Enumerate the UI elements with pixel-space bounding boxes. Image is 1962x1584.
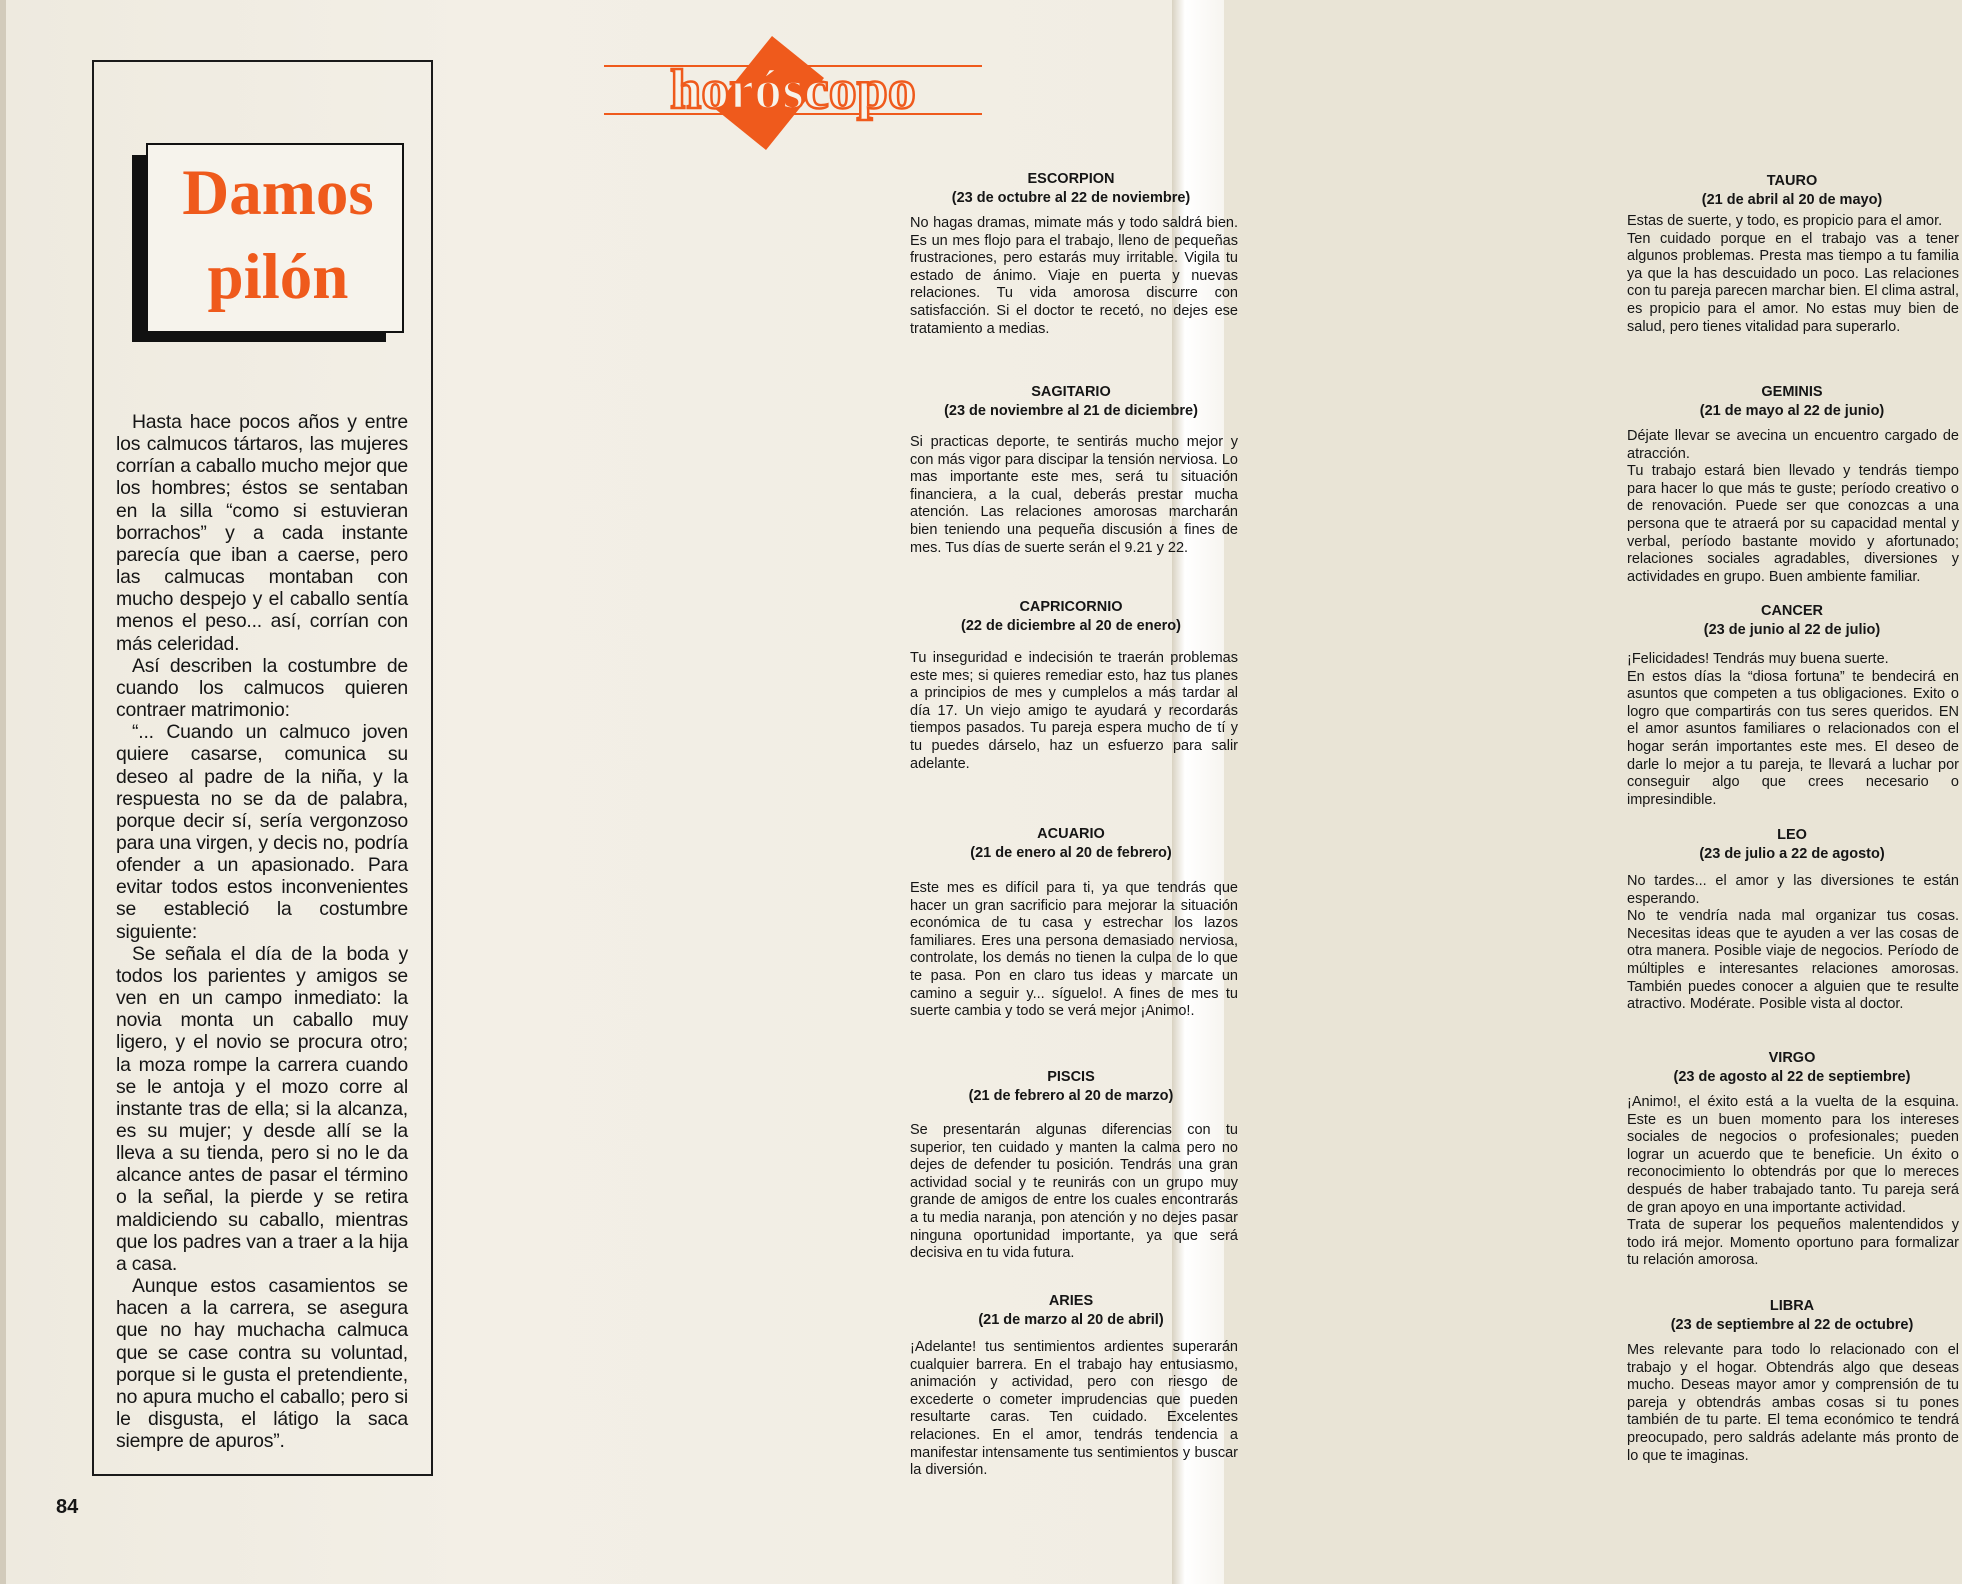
article-paragraph: Hasta hace pocos años y entre los calmucos tártaros, las mujeres corrían a caballo mucho mejor que los hombres; éstos se sentaban en la silla “como si estuvieran borrachos” y a cada instante parecía que iban a caerse, pero las calmucas montaban con mucho despejo y el caballo sentía menos el peso... así, corrían con más celeridad. (116, 411, 408, 655)
sign-name: SAGITARIO (1031, 384, 1111, 400)
article-title (148, 151, 402, 319)
horoscopo-logo (604, 34, 982, 152)
sign-dates: (21 de febrero al 20 de marzo) (968, 1088, 1174, 1104)
sign-paragraph: Este mes es difícil para ti, ya que tendrás que hacer un gran sacrificio para mejorar la situación económica de tu casa y estrechar los lazos familiares. Eres una persona demasiado nerviosa, controlate, los demás no tienen la culpa de lo que te pasa. Pon en claro tus ideas y marcate un camino a seguir y... síguelo!. A fines de mes tu suerte cambia y todo se verá mejor ¡Animo!. (910, 880, 1238, 1020)
sign-paragraph: Déjate llevar se avecina un encuentro cargado de atracción. (1627, 428, 1959, 462)
title-box (146, 143, 404, 333)
sign-text-tauro (1627, 213, 1959, 336)
sign-text-geminis (1627, 428, 1959, 586)
sign-name: ACUARIO (1037, 826, 1105, 842)
sign-paragraph: Trata de superar los pequeños malentendidos y todo irá mejor. Momento oportuno para formalizar tu relación amorosa. (1627, 1217, 1959, 1269)
sign-paragraph: Ten cuidado porque en el trabajo vas a tener algunos problemas. Presta mas tiempo a tu familia ya que la has descuidado un poco. Las relaciones con tu pareja parecen marchar bien. El clima astral, es propicio para el amor. No estas muy bien de salud, pero tienes vitalidad para superarlo. (1627, 230, 1959, 335)
sign-heading-piscis (904, 1068, 1238, 1106)
sign-paragraph: Se presentarán algunas diferencias con tu superior, ten cuidado y manten la calma pero no dejes de defender tu posición. Tendrás una gran actividad social y te reunirás con un grupo muy grande de amigos de entre los cuales encontrarás a tu media naranja, pon atención y no dejes pasar ninguna oportunidad importante, ya que será decisiva en tu vida futura. (910, 1122, 1238, 1262)
sign-dates: (23 de septiembre al 22 de octubre) (1670, 1317, 1914, 1333)
sign-heading-geminis (1622, 383, 1962, 421)
article-paragraph: “... Cuando un calmuco joven quiere casarse, comunica su deseo al padre de la niña, y la respuesta no se da de palabra, porque decir sí, sería vergonzoso para una virgen, y decis no, podría ofender a un apasionado. Para evitar todos estos inconvenientes se estableció la costumbre siguiente: (116, 721, 408, 943)
sign-text-cancer (1627, 651, 1959, 809)
article-body (116, 411, 408, 1452)
sign-text-acuario (910, 880, 1238, 1021)
sign-name: ARIES (1048, 1293, 1094, 1309)
sign-heading-tauro (1622, 172, 1962, 210)
sign-name: CANCER (1760, 603, 1824, 619)
sign-heading-acuario (904, 825, 1238, 863)
sign-text-virgo (1627, 1094, 1959, 1270)
page-left-edge (0, 0, 6, 1584)
sign-name: LIBRA (1769, 1298, 1815, 1314)
sign-text-piscis (910, 1122, 1238, 1263)
logo-text: horóscopo (670, 59, 916, 121)
sign-paragraph: Si practicas deporte, te sentirás mucho mejor y con más vigor para discipar la tensión nerviosa. Lo mas importante este mes, será tu situación financiera, a la cual, deberás prestar mucha atención. Las relaciones amorosas marcharán bien teniendo una pequeña discusión a fines de mes. Tus días de suerte serán el 9.21 y 22. (910, 434, 1238, 556)
sign-text-libra (1627, 1342, 1959, 1465)
sign-paragraph: Estas de suerte, y todo, es propicio para el amor. (1627, 213, 1943, 229)
sign-heading-virgo (1622, 1049, 1962, 1087)
sign-text-escorpion (910, 215, 1238, 338)
sign-name: LEO (1777, 827, 1807, 843)
sign-dates: (23 de julio a 22 de agosto) (1699, 846, 1885, 862)
article-paragraph: Aunque estos casamientos se hacen a la carrera, se asegura que no hay muchacha calmuca que se case contra su voluntad, porque si le gusta el pretendiente, no apura mucho el caballo; pero si le disgusta, el látigo la saca siempre de apuros”. (116, 1275, 408, 1453)
sign-dates: (21 de enero al 20 de febrero) (970, 845, 1172, 861)
sign-paragraph: ¡Adelante! tus sentimientos ardientes superarán cualquier barrera. En el trabajo hay entusiasmo, animación y actividad, pero con riesgo de excederte o cometer imprudencias que pueden resultarte caras. Ten cuidado. Excelentes relaciones. En el amor, tendrás tendencia a manifestar intensamente tus sentimientos y buscar la diversión. (910, 1339, 1238, 1479)
sign-paragraph: No te vendría nada mal organizar tus cosas. Necesitas ideas que te ayuden a ver las cosas de otra manera. Posible viaje de negocios. Período de múltiples e interesantes relaciones amorosas. También puedes conocer a alguien que te resulte atractivo. Modérate. Posible vista al doctor. (1627, 908, 1959, 1013)
sign-text-sagitario (910, 434, 1238, 557)
sign-text-leo (1627, 873, 1959, 1014)
sign-text-aries (910, 1339, 1238, 1480)
sign-name: PISCIS (1047, 1069, 1095, 1085)
sign-dates: (22 de diciembre al 20 de enero) (960, 618, 1181, 634)
sign-dates: (23 de noviembre al 21 de diciembre) (944, 403, 1198, 419)
sign-heading-capricornio (904, 598, 1238, 636)
sign-dates: (21 de abril al 20 de mayo) (1701, 192, 1883, 208)
sign-paragraph: Tu inseguridad e indecisión te traerán problemas este mes; si quieres remediar esto, haz tus planes a principios de mes y cumplelos a más tardar al día 17. Un viejo amigo te ayudará y recordarás tiempos pasados. Tu pareja espera mucho de tí y tu puedes dárselo, haz un esfuerzo para salir adelante. (910, 650, 1238, 772)
sign-dates: (21 de marzo al 20 de abril) (978, 1312, 1164, 1328)
article-title-line2: pilón (207, 241, 349, 313)
sign-heading-libra (1622, 1297, 1962, 1335)
article-paragraph: Así describen la costumbre de cuando los calmucos quieren contraer matrimonio: (116, 654, 408, 722)
sign-heading-sagitario (904, 383, 1238, 421)
sign-heading-escorpion (904, 170, 1238, 208)
sign-paragraph: Mes relevante para todo lo relacionado con el trabajo y el hogar. Obtendrás algo que deseas mucho. Deseas mayor amor y comprensión de tu pareja y obtendrás ambas cosas si tu pones también de tu parte. El tema económico te tendrá preocupado, pero saldrás adelante más pronto de lo que te imaginas. (1627, 1342, 1959, 1464)
page-number: 84 (56, 1496, 79, 1518)
article-paragraph: Se señala el día de la boda y todos los parientes y amigos se ven en un campo inmediato: la novia monta un caballo muy ligero, y el novio se procura otro; la moza rompe la carrera cuando se le antoja y el mozo corre al instante tras de ella; si la alcanza, es su mujer; y desde allí se la lleva a su tienda, pero si no le da alcance antes de pasar el término o la señal, la pierde y se retira maldiciendo su caballo, mientras que los padres van a traer a la hija a casa. (116, 942, 408, 1275)
article-title-line1: Damos (182, 157, 374, 229)
sign-paragraph: ¡Felicidades! Tendrás muy buena suerte. (1627, 651, 1889, 667)
sign-name: TAURO (1766, 173, 1818, 189)
sign-text-capricornio (910, 650, 1238, 773)
sign-dates: (23 de junio al 22 de julio) (1703, 622, 1881, 638)
sign-heading-aries (904, 1292, 1238, 1330)
sign-dates: (23 de octubre al 22 de noviembre) (951, 190, 1191, 206)
sign-dates: (23 de agosto al 22 de septiembre) (1673, 1069, 1911, 1085)
sign-name: ESCORPION (1027, 171, 1115, 187)
sign-paragraph: Tu trabajo estará bien llevado y tendrás tiempo para hacer lo que más te guste; período creativo o de renovación. Puede ser que conozcas a una persona que te atraerá por su capacidad mental y verbal, período bastante movido y afortunado; relaciones sociales agradables, diversiones y actividades en grupo. Buen ambiente familiar. (1627, 463, 1959, 585)
sign-dates: (21 de mayo al 22 de junio) (1699, 403, 1885, 419)
sign-paragraph: En estos días la “diosa fortuna” te bendecirá en asuntos que competen a tus obligaciones. Exito o logro que compartirás con tus seres queridos. EN el amor asuntos familiares o relacionados con el hogar serán importantes este mes. El deseo de darle lo mejor a tu pareja, te llevará a luchar por conseguir algo que crees necesario o impresindible. (1627, 668, 1959, 808)
sign-heading-leo (1622, 826, 1962, 864)
sign-paragraph: ¡Animo!, el éxito está a la vuelta de la esquina. Este es un buen momento para los intereses sociales de negocios o profesionales; pueden lograr un acuerdo que te beneficie. Un éxito o reconocimiento lo obtendrás por que lo mereces después de haber trabajado tanto. Tu pareja será de gran apoyo en una importante actividad. (1627, 1094, 1959, 1216)
sign-paragraph: No hagas dramas, mimate más y todo saldrá bien. Es un mes flojo para el trabajo, lleno de pequeñas frustraciones, pero estarás muy irritable. Vigila tu estado de ánimo. Viaje en puerta y nuevas relaciones. Tu vida amorosa discurre con satisfacción. Si el doctor te recetó, no dejes ese tratamiento a medias. (910, 215, 1238, 337)
sign-paragraph: No tardes... el amor y las diversiones te están esperando. (1627, 873, 1959, 907)
sign-name: CAPRICORNIO (1019, 599, 1123, 615)
sign-name: VIRGO (1768, 1050, 1816, 1066)
sign-name: GEMINIS (1761, 384, 1823, 400)
sign-heading-cancer (1622, 602, 1962, 640)
